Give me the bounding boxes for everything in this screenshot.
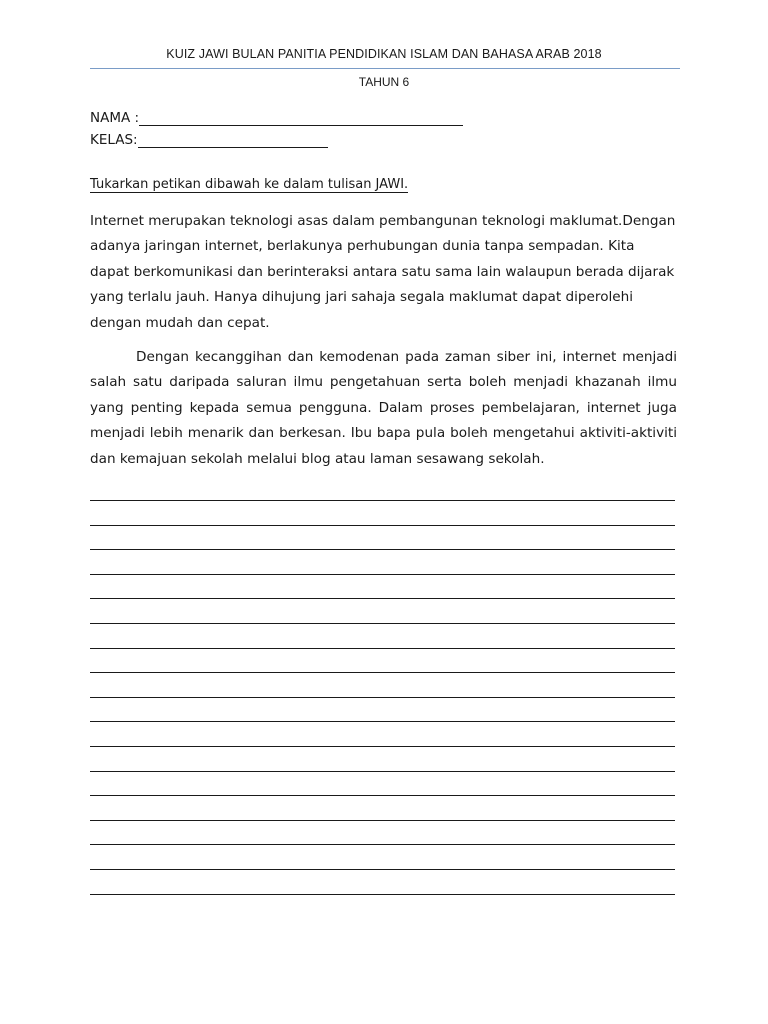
answer-line[interactable] (90, 648, 675, 649)
class-label: KELAS: (90, 132, 138, 148)
answer-line[interactable] (90, 549, 675, 550)
passage-paragraph-1: Internet merupakan teknologi asas dalam pembangunan teknologi maklumat.Dengan adanya jaringan internet, berlakunya perhubungan dunia tanpa sempadan. Kita dapat berkomunikasi dan berinteraksi antara satu sama lain walaupun berada dijarak yang terlalu jauh. Hanya dihujung jari sahaja segala maklumat dapat diperolehi dengan mudah dan cepat. (90, 213, 676, 331)
passage-paragraph-2: Dengan kecanggihan dan kemodenan pada zaman siber ini, internet menjadi salah satu daripada saluran ilmu pengetahuan serta boleh menjadi khazanah ilmu yang penting kepada semua pengguna. Dalam proses pembelajaran, internet juga menjadi lebih menarik dan berkesan. Ibu bapa pula boleh mengetahui aktiviti-aktiviti dan kemajuan sekolah melalui blog atau laman sesawang sekolah. (90, 349, 677, 467)
name-blank-line[interactable] (139, 112, 463, 126)
answer-line[interactable] (90, 623, 675, 624)
instruction-text: Tukarkan petikan dibawah ke dalam tulisan JAWI. (90, 177, 409, 192)
answer-line[interactable] (90, 525, 675, 526)
class-blank-line[interactable] (138, 134, 328, 148)
answer-line[interactable] (90, 598, 675, 599)
worksheet-subtitle: TAHUN 6 (358, 75, 410, 89)
answer-line[interactable] (90, 721, 675, 722)
answer-line[interactable] (90, 746, 675, 747)
header-divider (90, 68, 680, 69)
answer-line[interactable] (90, 869, 675, 870)
answer-line[interactable] (90, 894, 675, 895)
answer-line[interactable] (90, 672, 675, 673)
class-field-row (90, 130, 328, 148)
answer-line[interactable] (90, 500, 675, 501)
answer-line[interactable] (90, 771, 675, 772)
answer-line[interactable] (90, 574, 675, 575)
worksheet-title: KUIZ JAWI BULAN PANITIA PENDIDIKAN ISLAM DAN BAHASA ARAB 2018 (166, 47, 602, 61)
answer-line[interactable] (90, 844, 675, 845)
name-label: NAMA : (90, 110, 140, 126)
name-field-row (90, 108, 463, 126)
answer-line[interactable] (90, 697, 675, 698)
answer-line[interactable] (90, 795, 675, 796)
answer-line[interactable] (90, 820, 675, 821)
